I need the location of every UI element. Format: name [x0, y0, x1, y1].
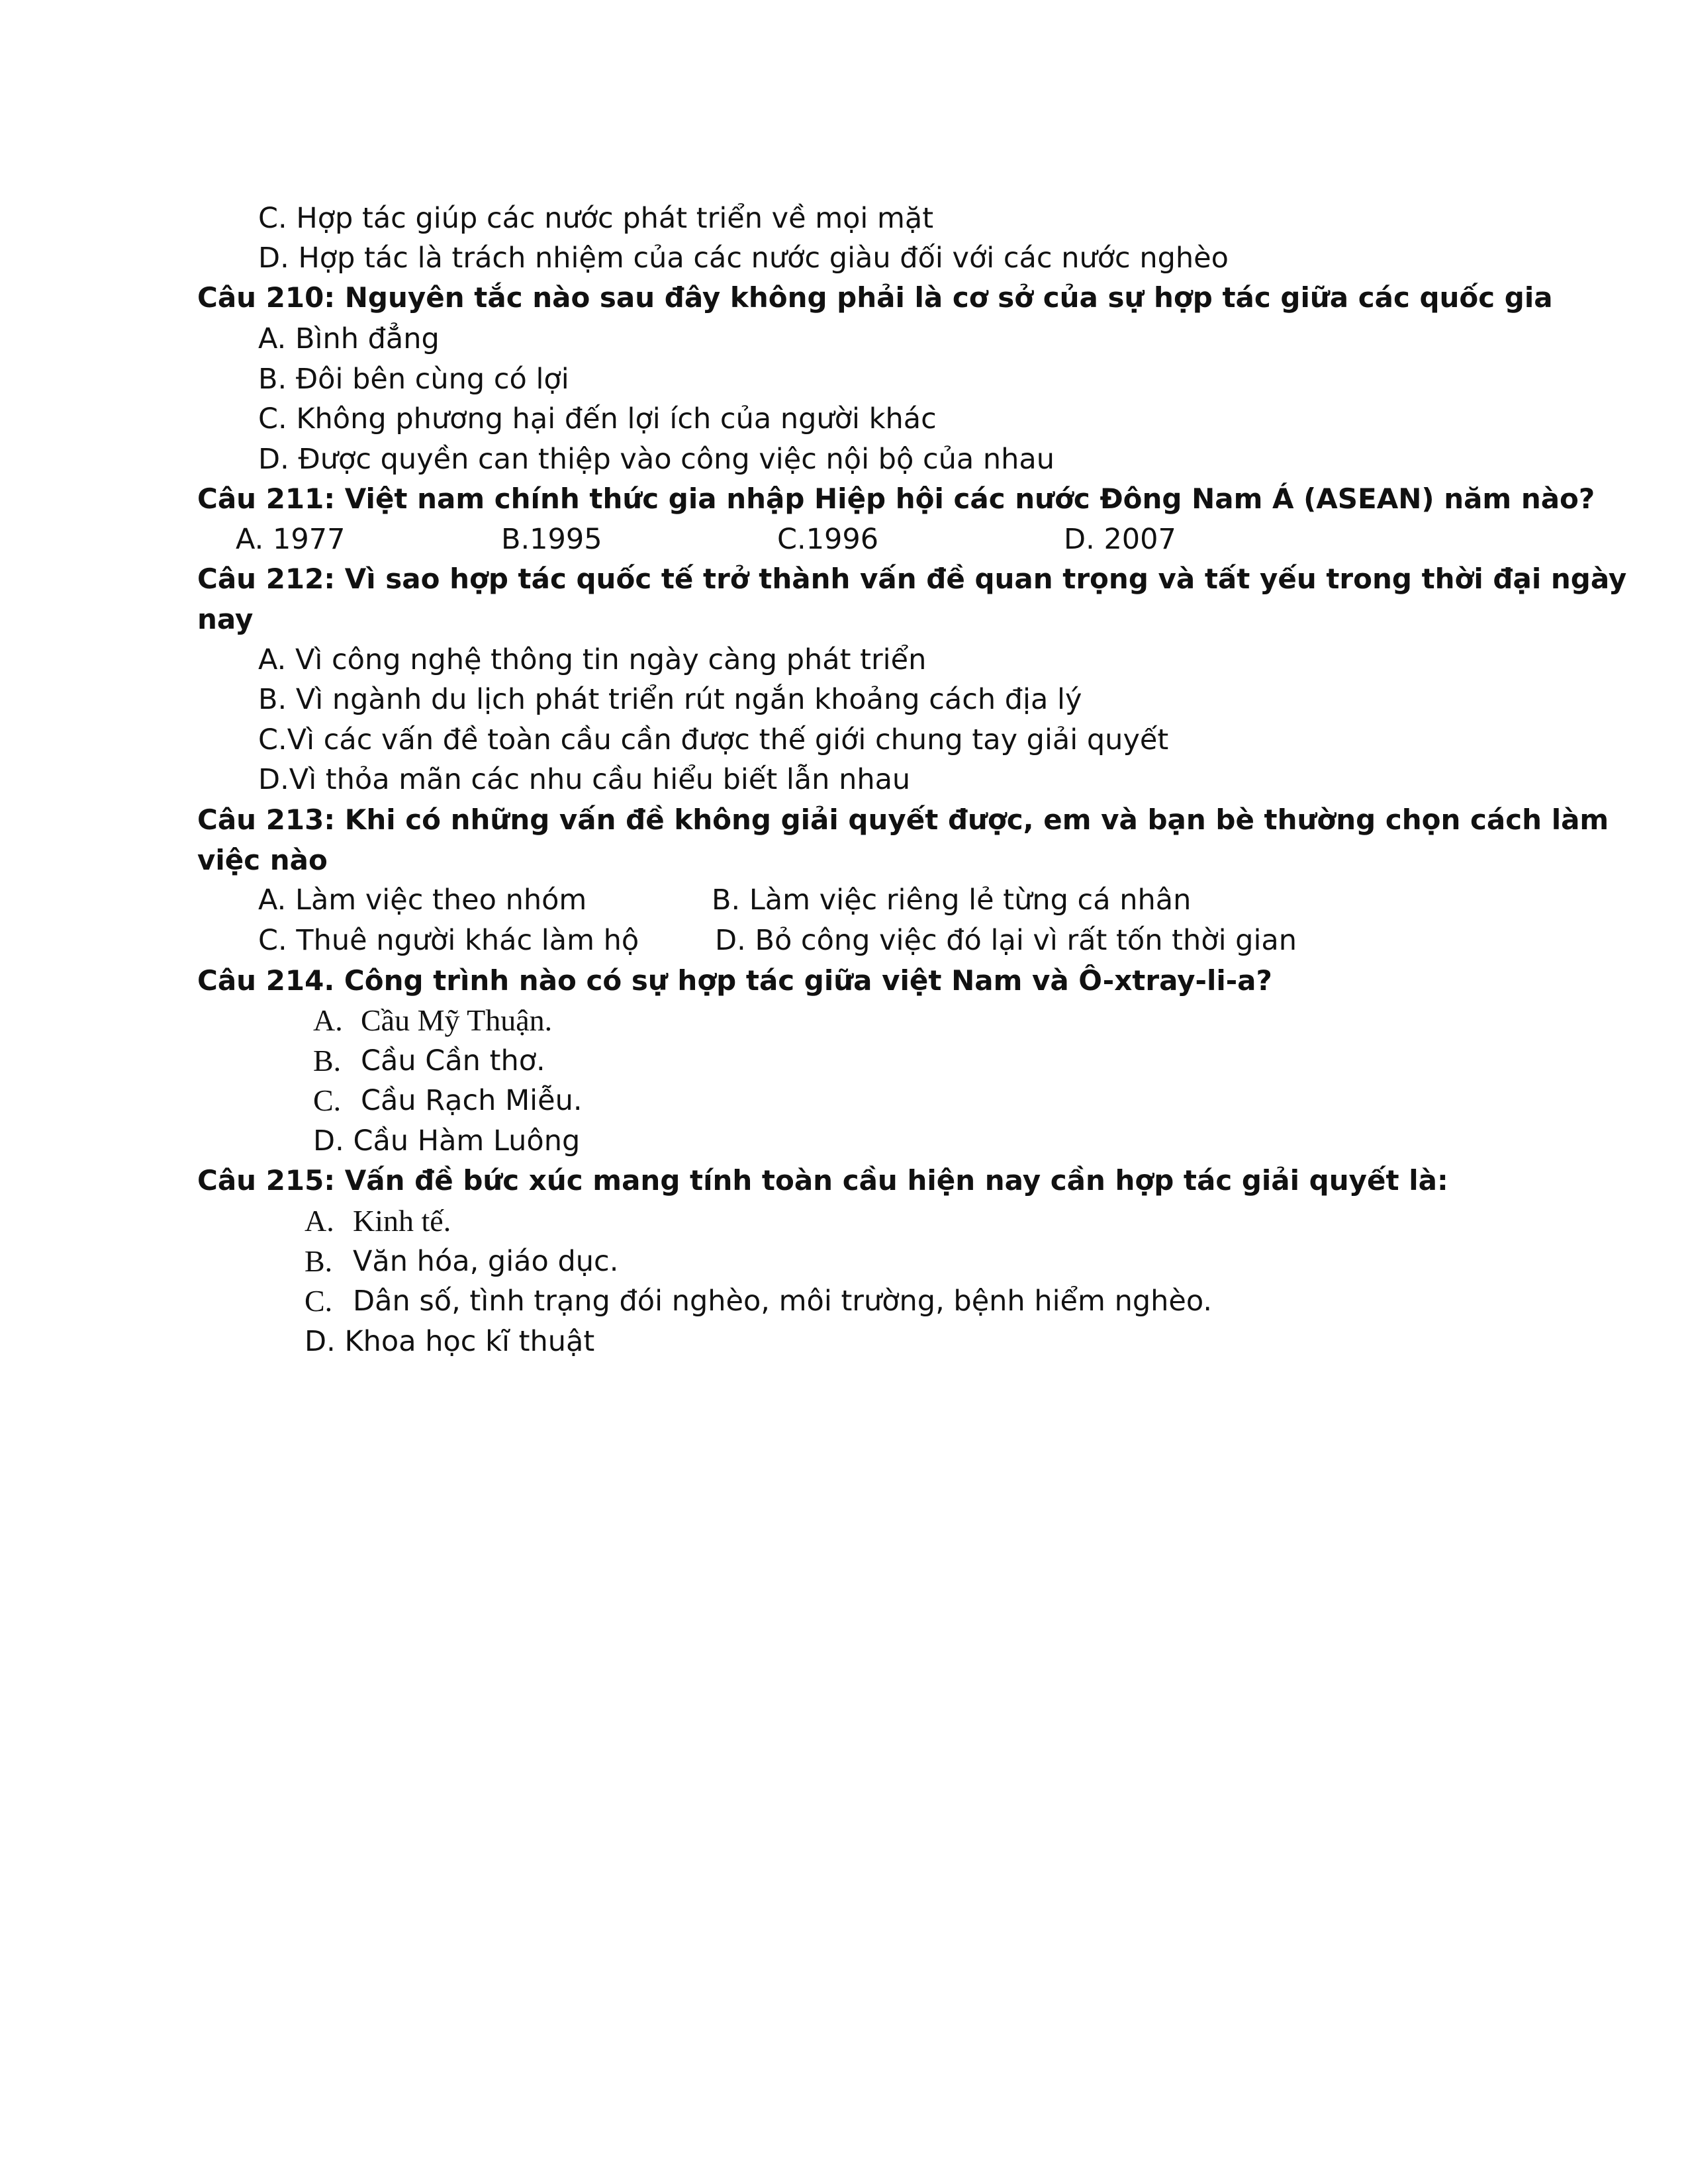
q211-option-d: D. 2007: [1064, 523, 1176, 556]
question-211: Câu 211: Việt nam chính thức gia nhập Hiệp hội các nước Đông Nam Á (ASEAN) năm nào?: [197, 482, 1595, 515]
question-214: Câu 214. Công trình nào có sự hợp tác giữa việt Nam và Ô-xtray-li-a?: [197, 964, 1272, 997]
prev-option-d: D. Hợp tác là trách nhiệm của các nước giàu đối với các nước nghèo: [258, 242, 1229, 275]
q214-option-c-text: Cầu Rạch Miễu.: [361, 1084, 583, 1117]
q215-option-b-letter: B.: [305, 1244, 333, 1278]
prev-option-c: C. Hợp tác giúp các nước phát triển về mọi mặt: [258, 202, 934, 235]
question-215: Câu 215: Vấn đề bức xúc mang tính toàn cầu hiện nay cần hợp tác giải quyết là:: [197, 1164, 1448, 1197]
question-210: Câu 210: Nguyên tắc nào sau đây không phải là cơ sở của sự hợp tác giữa các quốc gia: [197, 281, 1553, 314]
q214-option-b-letter: B.: [313, 1044, 342, 1077]
q210-option-a: A. Bình đẳng: [258, 322, 440, 355]
q211-option-c: C.1996: [777, 523, 879, 556]
q212-option-c: C.Vì các vấn đề toàn cầu cần được thế giới chung tay giải quyết: [258, 723, 1169, 756]
q212-option-d: D.Vì thỏa mãn các nhu cầu hiểu biết lẫn nhau: [258, 763, 911, 796]
q211-option-b: B.1995: [501, 523, 602, 556]
q213-option-c: C. Thuê người khác làm hộ: [258, 924, 639, 957]
q214-option-b-text: Cầu Cần thơ.: [361, 1044, 545, 1077]
question-213: Câu 213: Khi có những vấn đề không giải quyết được, em và bạn bè thường chọn cách làm: [197, 803, 1609, 836]
q210-option-c: C. Không phương hại đến lợi ích của người khác: [258, 402, 937, 435]
q215-option-b-text: Văn hóa, giáo dục.: [353, 1245, 619, 1278]
q211-option-a: A. 1977: [236, 523, 346, 556]
question-212: Câu 212: Vì sao hợp tác quốc tế trở thành vấn đề quan trọng và tất yếu trong thời đại ngày: [197, 563, 1627, 595]
q213-option-b: B. Làm việc riêng lẻ từng cá nhân: [712, 884, 1192, 917]
q215-option-d: D. Khoa học kĩ thuật: [305, 1325, 595, 1358]
q210-option-d: D. Được quyền can thiệp vào công việc nội bộ của nhau: [258, 443, 1055, 476]
question-212-continued: nay: [197, 603, 254, 635]
question-213-continued: việc nào: [197, 844, 328, 876]
q213-option-a: A. Làm việc theo nhóm: [258, 884, 587, 917]
q212-option-a: A. Vì công nghệ thông tin ngày càng phát triển: [258, 643, 927, 676]
q215-option-c-letter: C.: [305, 1284, 333, 1318]
q214-option-a-letter: A.: [313, 1003, 343, 1037]
q210-option-b: B. Đôi bên cùng có lợi: [258, 363, 569, 396]
q215-option-a-text: Kinh tế.: [353, 1204, 451, 1238]
q214-option-a-text: Cầu Mỹ Thuận.: [361, 1003, 553, 1037]
q214-option-d: D. Cầu Hàm Luông: [313, 1124, 581, 1158]
q212-option-b: B. Vì ngành du lịch phát triển rút ngắn khoảng cách địa lý: [258, 683, 1082, 716]
q214-option-c-letter: C.: [313, 1083, 342, 1117]
q215-option-a-letter: A.: [305, 1204, 334, 1238]
q215-option-c-text: Dân số, tình trạng đói nghèo, môi trường, bệnh hiểm nghèo.: [353, 1285, 1213, 1318]
q213-option-d: D. Bỏ công việc đó lại vì rất tốn thời gian: [715, 924, 1297, 957]
